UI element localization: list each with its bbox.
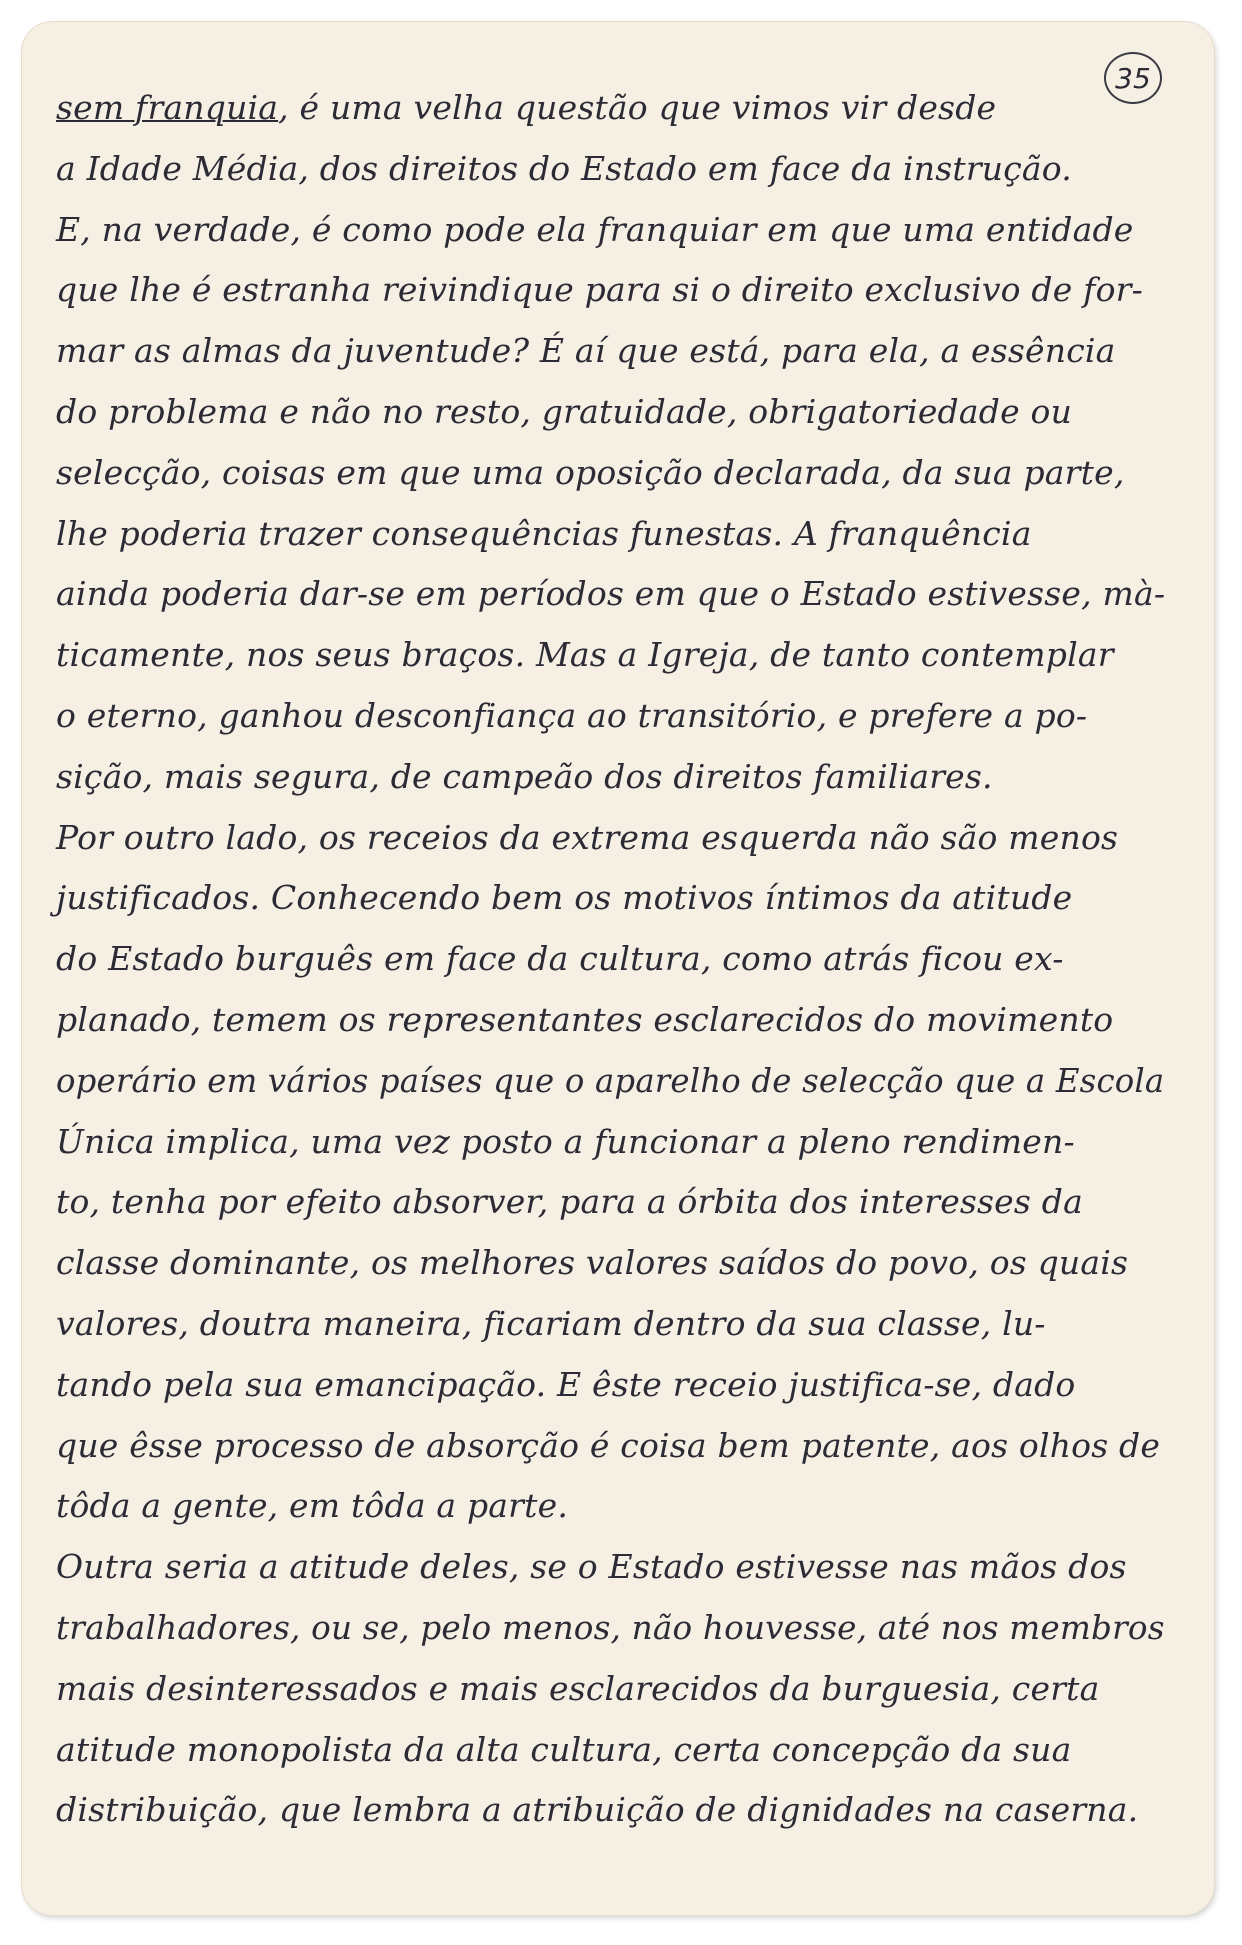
underlined-opening-words: sem franquia bbox=[56, 88, 279, 127]
manuscript-line: Outra seria a atitude deles, se o Estado estivesse nas mãos dos bbox=[56, 1547, 1127, 1587]
manuscript-line: mais desinteressados e mais esclarecidos da burguesia, certa bbox=[56, 1668, 1100, 1708]
manuscript-line: to, tenha por efeito absorver, para a órbita dos interesses da bbox=[56, 1182, 1083, 1222]
manuscript-line: tando pela sua emancipação. E êste receio justifica-se, dado bbox=[56, 1364, 1076, 1404]
line-text: , é uma velha questão que vimos vir desde bbox=[278, 88, 997, 127]
manuscript-line bbox=[56, 82, 1176, 143]
manuscript-line: ainda poderia dar-se em períodos em que o Estado estivesse, mà- bbox=[56, 574, 1166, 614]
manuscript-line: justificados. Conhecendo bem os motivos íntimos da atitude bbox=[56, 878, 1073, 918]
manuscript-line: selecção, coisas em que uma oposição declarada, da sua parte, bbox=[56, 452, 1125, 492]
manuscript-line: tôda a gente, em tôda a parte. bbox=[56, 1486, 569, 1526]
manuscript-line: mar as almas da juventude? É aí que está, para ela, a essência bbox=[56, 331, 1116, 371]
manuscript-line: atitude monopolista da alta cultura, certa concepção da sua bbox=[56, 1729, 1072, 1769]
manuscript-page bbox=[22, 22, 1214, 1915]
manuscript-line: sição, mais segura, de campeão dos direitos familiares. bbox=[56, 756, 993, 796]
manuscript-line: trabalhadores, ou se, pelo menos, não houvesse, até nos membros bbox=[56, 1608, 1165, 1647]
manuscript-line: lhe poderia trazer consequências funestas. A franquência bbox=[56, 513, 1032, 553]
manuscript-text bbox=[56, 82, 1176, 1845]
manuscript-line: o eterno, ganhou desconfiança ao transitório, e prefere a po- bbox=[56, 695, 1088, 735]
manuscript-line: que êsse processo de absorção é coisa bem patente, aos olhos de bbox=[56, 1425, 1161, 1465]
manuscript-line: distribuição, que lembra a atribuição de dignidades na caserna. bbox=[56, 1790, 1139, 1830]
manuscript-line: valores, doutra maneira, ficariam dentro da sua classe, lu- bbox=[56, 1303, 1046, 1343]
manuscript-line: Única implica, uma vez posto a funcionar a pleno rendimen- bbox=[56, 1121, 1075, 1161]
manuscript-line: ticamente, nos seus braços. Mas a Igreja, de tanto contemplar bbox=[56, 635, 1114, 675]
manuscript-line: a Idade Média, dos direitos do Estado em face da instrução. bbox=[56, 148, 1072, 188]
manuscript-line: classe dominante, os melhores valores saídos do povo, os quais bbox=[56, 1243, 1129, 1283]
manuscript-line: E, na verdade, é como pode ela franquiar em que uma entidade bbox=[56, 209, 1134, 249]
page-number: 35 bbox=[1104, 52, 1162, 104]
manuscript-line: do problema e não no resto, gratuidade, obrigatoriedade ou bbox=[56, 391, 1073, 431]
manuscript-line: planado, temem os representantes esclarecidos do movimento bbox=[56, 999, 1114, 1039]
manuscript-line: que lhe é estranha reivindique para si o direito exclusivo de for- bbox=[56, 270, 1143, 310]
manuscript-line: do Estado burguês em face da cultura, como atrás ficou ex- bbox=[56, 939, 1064, 979]
manuscript-line: operário em vários países que o aparelho de selecção que a Escola bbox=[56, 1061, 1165, 1100]
manuscript-line: Por outro lado, os receios da extrema esquerda não são menos bbox=[56, 817, 1119, 857]
